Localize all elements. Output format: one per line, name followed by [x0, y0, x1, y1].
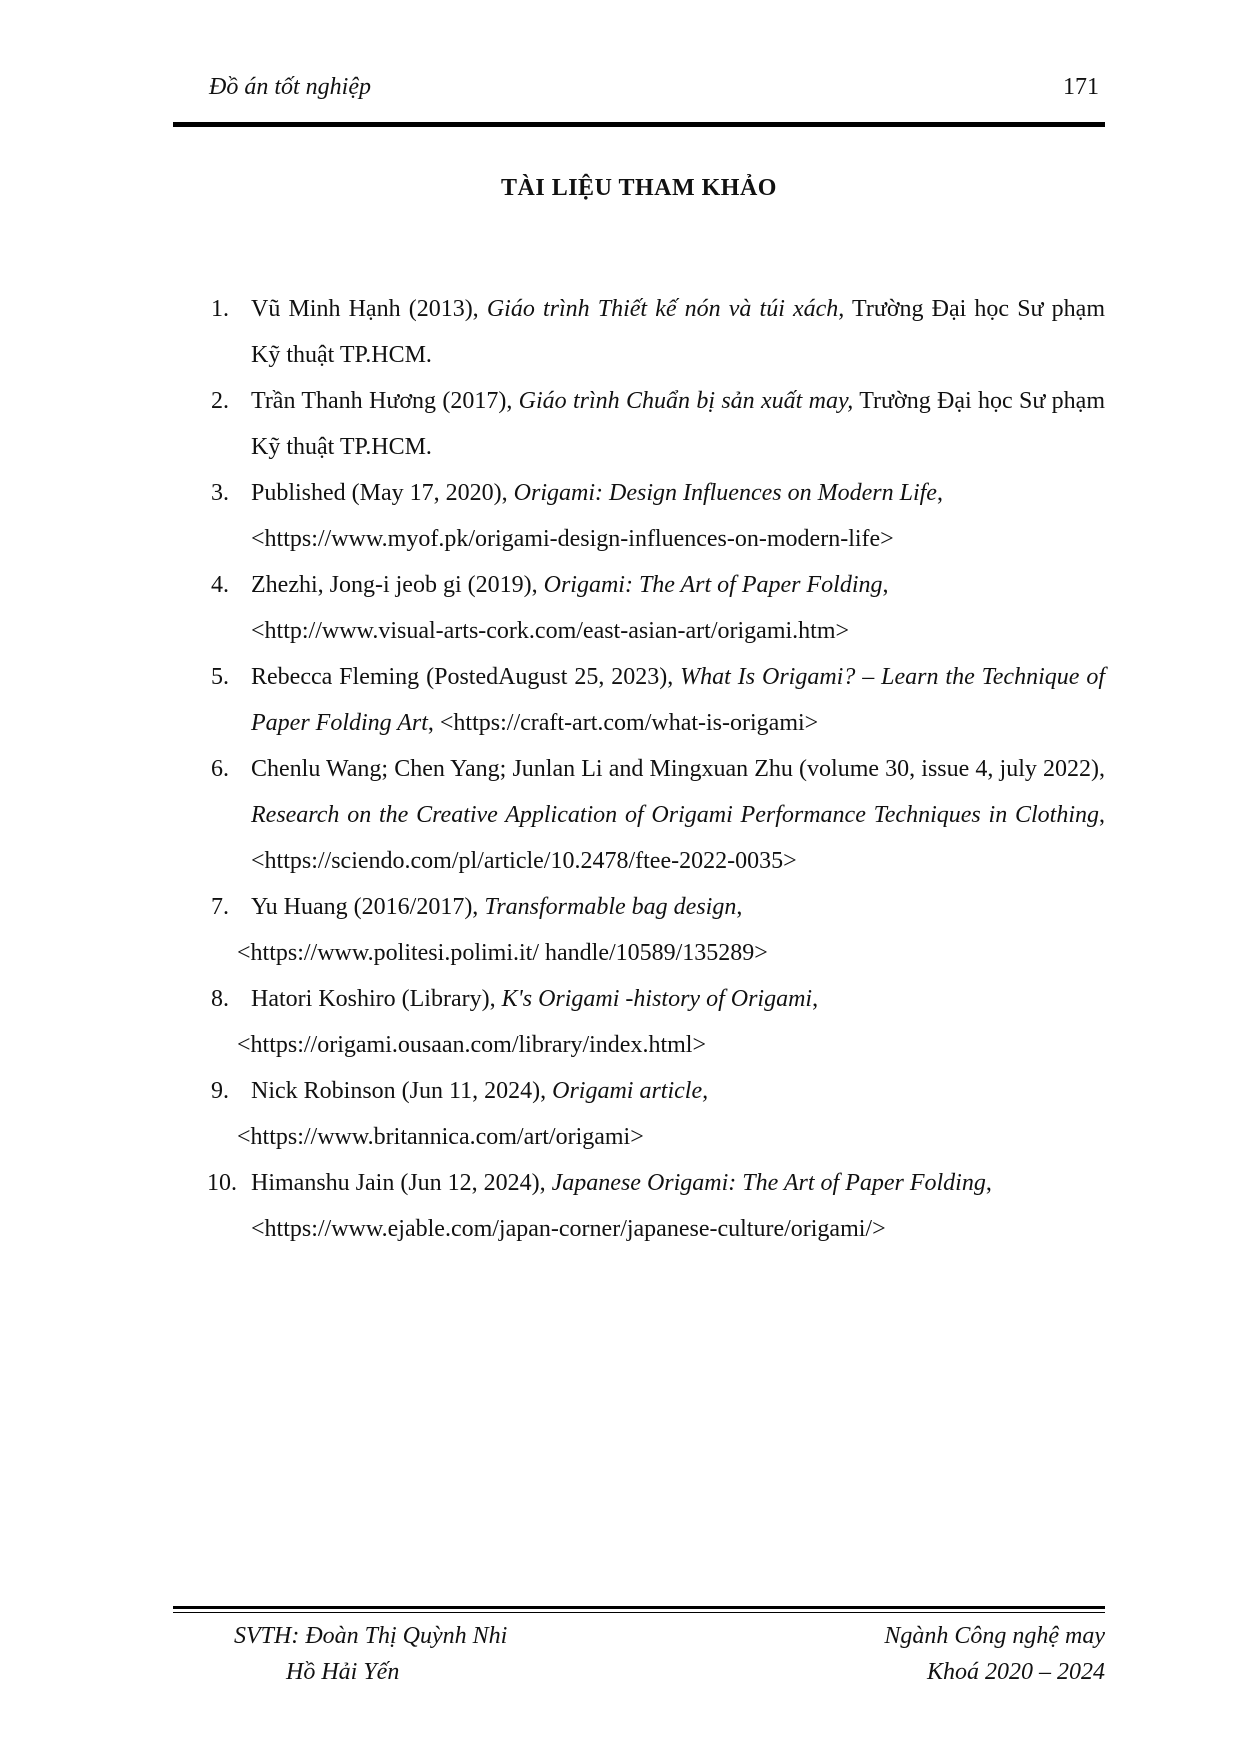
- reference-number: 10.: [207, 1170, 237, 1196]
- reference-number: 8.: [211, 986, 229, 1012]
- reference-url: <https://origami.ousaan.com/library/index.html>: [237, 1032, 706, 1058]
- reference-title: Japanese Origami: The Art of Paper Folding: [551, 1170, 986, 1196]
- footer-cohort: Khoá 2020 – 2024: [926, 1659, 1105, 1685]
- reference-url: <https://www.ejable.com/japan-corner/japanese-culture/origami/>: [251, 1216, 886, 1242]
- reference-item: [173, 976, 1105, 1068]
- reference-item: [173, 378, 1105, 470]
- reference-url: <https://www.politesi.polimi.it/ handle/10589/135289>: [237, 940, 768, 966]
- reference-title: Giáo trình Chuẩn bị sản xuất may,: [518, 388, 854, 414]
- page-number: 171: [1063, 74, 1099, 100]
- reference-item: [173, 654, 1105, 746]
- page-title: TÀI LIỆU THAM KHẢO: [501, 175, 777, 201]
- reference-number: 2.: [211, 388, 229, 414]
- reference-number: 9.: [211, 1078, 229, 1104]
- reference-number: 5.: [211, 664, 229, 690]
- reference-url: <https://www.britannica.com/art/origami>: [237, 1124, 644, 1150]
- footer-student-1: SVTH: Đoàn Thị Quỳnh Nhi: [234, 1623, 508, 1649]
- reference-author: Nick Robinson (Jun 11, 2024),: [251, 1078, 553, 1104]
- reference-url: <https://www.myof.pk/origami-design-influences-on-modern-life>: [251, 526, 894, 552]
- reference-number: 7.: [211, 894, 229, 920]
- reference-rest: , <https://craft-art.com/what-is-origami>: [427, 710, 819, 736]
- reference-author: Yu Huang (2016/2017),: [251, 894, 485, 920]
- reference-title: Transformable bag design: [484, 894, 737, 920]
- reference-title: Origami article,: [552, 1078, 709, 1104]
- reference-item: [173, 1160, 1105, 1252]
- reference-author: Himanshu Jain (Jun 12, 2024),: [251, 1170, 552, 1196]
- reference-rest: ,: [985, 1170, 992, 1196]
- reference-rest: Trường Đại học Sư phạm Kỹ thuật TP.HCM.: [251, 296, 1105, 368]
- reference-title: K's Origami -history of Origami: [501, 986, 813, 1012]
- reference-author: Chenlu Wang; Chen Yang; Junlan Li and Mingxuan Zhu (volume 30, issue 4, july 2022),: [251, 756, 1105, 782]
- reference-item: [173, 562, 1105, 654]
- reference-author: Published (May 17, 2020),: [251, 480, 514, 506]
- reference-url: <http://www.visual-arts-cork.com/east-asian-art/origami.htm>: [251, 618, 850, 644]
- reference-number: 6.: [211, 756, 229, 782]
- footer-rule-thick: [173, 1606, 1105, 1609]
- reference-rest: , <https://sciendo.com/pl/article/10.2478/ftee-2022-0035>: [251, 802, 1105, 874]
- reference-rest: ,: [736, 894, 743, 920]
- page-header: [173, 74, 1105, 114]
- reference-author: Vũ Minh Hạnh (2013),: [251, 296, 487, 322]
- reference-title: What Is Origami? – Learn the Technique of Paper Folding Art: [251, 664, 1105, 736]
- reference-title: Origami: The Art of Paper Folding: [543, 572, 883, 598]
- reference-number: 3.: [211, 480, 229, 506]
- reference-number: 1.: [211, 296, 229, 322]
- reference-author: Hatori Koshiro (Library),: [251, 986, 502, 1012]
- reference-title: Origami: Design Influences on Modern Life: [513, 480, 937, 506]
- reference-item: [173, 286, 1105, 378]
- reference-item: [173, 884, 1105, 976]
- reference-author: Rebecca Fleming (PostedAugust 25, 2023),: [251, 664, 681, 690]
- reference-title: Giáo trình Thiết kế nón và túi xách,: [486, 296, 845, 322]
- reference-item: [173, 746, 1105, 884]
- reference-title: Research on the Creative Application of Origami Performance Techniques in Clothing: [251, 802, 1099, 828]
- footer-rule-thin: [173, 1612, 1105, 1613]
- reference-rest: ,: [882, 572, 889, 598]
- header-rule: [173, 122, 1105, 127]
- reference-author: Zhezhi, Jong-i jeob gi (2019),: [251, 572, 544, 598]
- header-title: Đồ án tốt nghiệp: [209, 74, 371, 100]
- reference-item: [173, 1068, 1105, 1160]
- reference-rest: ,: [936, 480, 943, 506]
- reference-rest: ,: [812, 986, 819, 1012]
- reference-rest: Trường Đại học Sư phạm Kỹ thuật TP.HCM.: [251, 388, 1106, 460]
- reference-author: Trần Thanh Hương (2017),: [251, 388, 519, 414]
- footer-student-2: Hồ Hải Yến: [286, 1659, 400, 1685]
- reference-list: [173, 286, 1105, 1252]
- footer-major: Ngành Công nghệ may: [884, 1623, 1105, 1649]
- reference-item: [173, 470, 1105, 562]
- footer-students: [234, 1618, 507, 1690]
- footer-program: [884, 1618, 1105, 1690]
- reference-number: 4.: [211, 572, 229, 598]
